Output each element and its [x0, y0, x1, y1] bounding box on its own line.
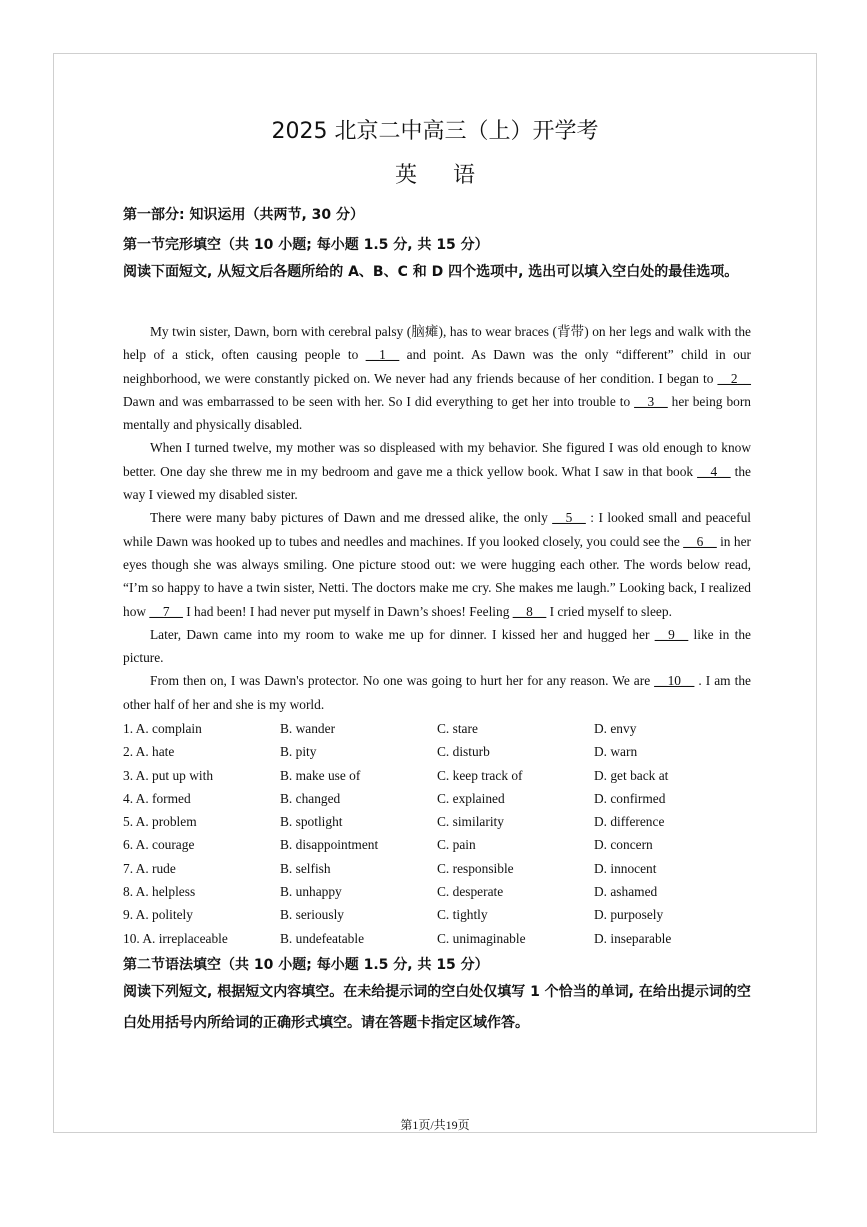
option-row [123, 927, 763, 950]
cloze-blank: __1__ [365, 347, 400, 363]
section2-instruction: 阅读下列短文, 根据短文内容填空。在未给提示词的空白处仅填写 1 个恰当的单词, 在给出提示词的空白处用括号内所给词的正确形式填空。请在答题卡指定区域作答。 [123, 984, 751, 1031]
section2-heading: 第二节语法填空（共 10 小题; 每小题 1.5 分, 共 15 分） [123, 957, 489, 973]
option-row [123, 857, 763, 880]
cloze-blank: __6__ [683, 533, 717, 549]
option-choice: D. get back at [594, 767, 669, 783]
option-choice: D. innocent [594, 860, 657, 876]
option-choice: 5. A. problem [123, 814, 197, 830]
option-choice: C. stare [437, 721, 478, 736]
section1-instruction: 阅读下面短文, 从短文后各题所给的 A、B、C 和 D 四个选项中, 选出可以填入空白处的最佳选项。 [123, 264, 739, 280]
option-choice: 4. A. formed [123, 790, 191, 806]
option-choice: D. concern [594, 837, 653, 853]
cloze-blank: __4__ [697, 463, 731, 479]
option-choice: C. responsible [437, 860, 514, 876]
cloze-blank: __10__ [654, 673, 695, 689]
passage-text: like in the picture. [123, 626, 751, 666]
cloze-blank: __3__ [634, 393, 668, 409]
exam-title: 2025 北京二中高三（上）开学考 [271, 119, 599, 144]
option-row [123, 717, 763, 740]
option-choice: B. undefeatable [280, 930, 365, 946]
section1-heading: 第一节完形填空（共 10 小题; 每小题 1.5 分, 共 15 分） [123, 237, 489, 253]
option-choice: D. purposely [594, 907, 664, 923]
option-choice: D. confirmed [594, 790, 666, 806]
option-row [123, 764, 763, 787]
cloze-blank: __9__ [654, 626, 689, 642]
option-choice: D. inseparable [594, 930, 672, 946]
option-choice: 2. A. hate [123, 744, 175, 760]
option-choice: 9. A. politely [123, 907, 193, 923]
option-choice: C. tightly [437, 907, 488, 923]
passage-paragraph [123, 623, 751, 670]
passage-text: My twin sister, Dawn, born with cerebral palsy (脑瘫), has to wear braces (背带) on her legs and walk with the help of a stick, often causing people to [123, 324, 751, 363]
passage-text: There were many baby pictures of Dawn and me dressed alike, the only [150, 510, 553, 526]
options-list [123, 717, 763, 950]
passage-text: . I am the other half of her and she is my world. [123, 673, 751, 712]
cloze-blank: __8__ [512, 603, 547, 619]
option-choice: B. make use of [280, 767, 361, 783]
option-choice: 7. A. rude [123, 860, 176, 876]
option-choice: B. wander [280, 721, 336, 736]
option-choice: B. disappointment [280, 837, 379, 853]
passage-text: Dawn and was embarrassed to be seen with her. So I did everything to get her into trouble to [123, 393, 635, 409]
option-choice: C. unimaginable [437, 930, 526, 946]
option-choice: 1. A. complain [123, 721, 202, 736]
passage-text: Later, Dawn came into my room to wake me up for dinner. I kissed her and hugged her [150, 626, 655, 642]
page-footer: 第1页/共19页 [400, 1118, 470, 1132]
passage-text: I cried myself to sleep. [546, 603, 672, 619]
cloze-blank: __7__ [149, 603, 183, 619]
passage-text: I had been! I had never put myself in Dawn’s shoes! Feeling [182, 603, 513, 619]
passage-text: When I turned twelve, my mother was so displeased with my behavior. She figured I was old enough to know better. One day she threw me in my bedroom and gave me a thick yellow book. What I saw in that book [123, 440, 751, 479]
option-choice: D. warn [594, 744, 638, 760]
passage-paragraph [123, 669, 751, 716]
part1-heading: 第一部分: 知识运用（共两节, 30 分） [123, 207, 365, 223]
cloze-passage [123, 320, 751, 716]
option-choice: B. pity [280, 744, 317, 760]
option-choice: B. unhappy [280, 884, 342, 900]
option-choice: 8. A. helpless [123, 884, 196, 900]
passage-text: and point. As Dawn was the only “different” child in our neighborhood, we were constantly picked on. We never had any friends because of her condition. I began to [123, 347, 751, 386]
passage-paragraph [123, 506, 751, 622]
passage-paragraph [123, 320, 751, 436]
option-row [123, 740, 763, 763]
option-choice: C. desperate [437, 884, 504, 900]
option-choice: B. spotlight [280, 814, 343, 830]
subject-title: 英语 [394, 163, 511, 188]
passage-text: : I looked small and peaceful while Dawn was hooked up to tubes and needles and machines. If you looked closely, you could see the [123, 510, 751, 549]
option-choice: C. keep track of [437, 767, 523, 783]
passage-text: in her eyes though she was always smiling. One picture stood out: we were hugging each other. The words below read, “I’m so happy to have a twin sister, Netti. The doctors make me cry. She makes me laugh.” Looking back, I realized how [123, 533, 751, 619]
option-choice: D. difference [594, 814, 665, 830]
option-choice: D. ashamed [594, 884, 658, 900]
option-choice: 3. A. put up with [123, 767, 214, 783]
option-choice: 6. A. courage [123, 837, 195, 853]
option-row [123, 880, 763, 903]
option-choice: C. pain [437, 837, 476, 853]
option-row [123, 810, 763, 833]
option-choice: 10. A. irreplaceable [123, 930, 228, 946]
option-row [123, 787, 763, 810]
option-row [123, 833, 763, 856]
option-choice: D. envy [594, 721, 637, 736]
passage-text: the way I viewed my disabled sister. [123, 463, 751, 503]
option-choice: C. similarity [437, 814, 504, 830]
option-row [123, 903, 763, 926]
option-choice: B. selfish [280, 860, 331, 876]
cloze-blank: __2__ [717, 370, 751, 386]
option-choice: C. disturb [437, 744, 490, 760]
cloze-blank: __5__ [552, 510, 586, 526]
option-choice: B. changed [280, 790, 341, 806]
option-choice: C. explained [437, 790, 505, 806]
passage-text: her being born mentally and physically disabled. [123, 393, 751, 433]
passage-text: From then on, I was Dawn's protector. No one was going to hurt her for any reason. We are [150, 673, 655, 689]
option-choice: B. seriously [280, 907, 344, 923]
passage-paragraph [123, 436, 751, 506]
exam-page [53, 53, 817, 1133]
